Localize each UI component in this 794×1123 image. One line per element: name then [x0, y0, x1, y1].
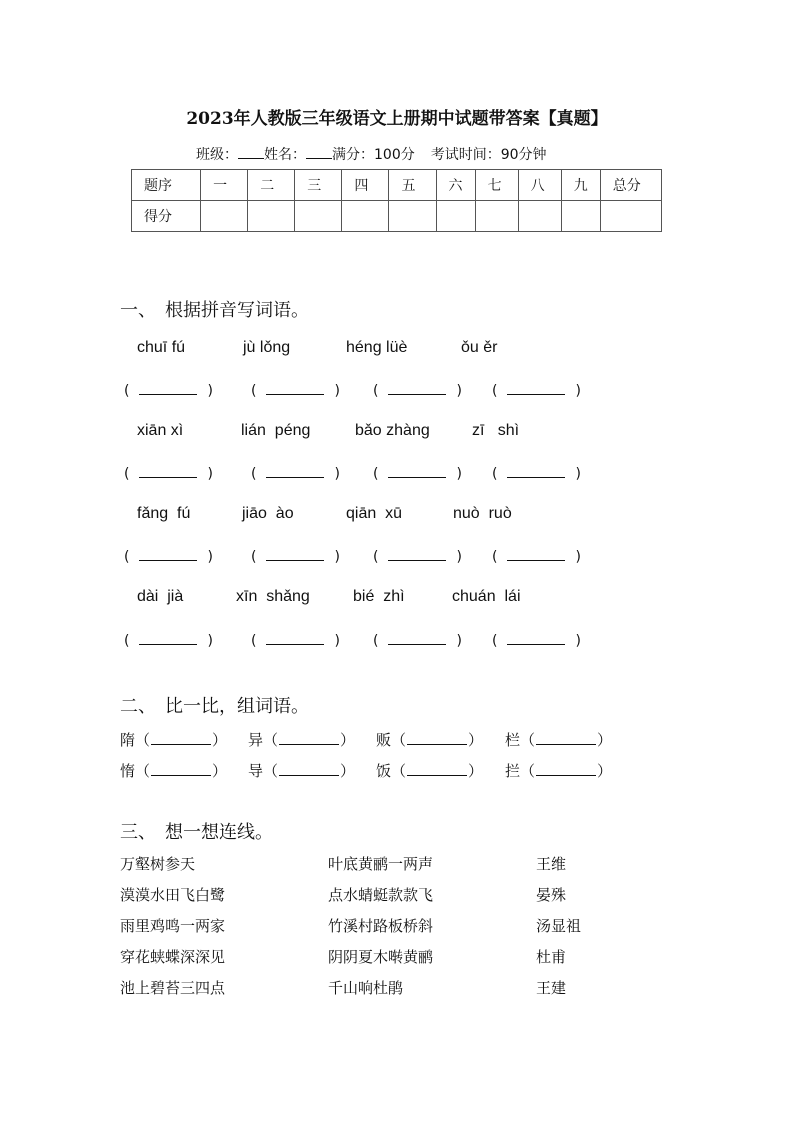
score-header-cell: 题序 — [132, 170, 201, 201]
poem-line[interactable]: 千山响杜鹃 — [328, 979, 404, 997]
answer-blank[interactable]: ( ) — [251, 383, 340, 399]
score-cell[interactable] — [201, 201, 248, 232]
score-header-cell: 五 — [389, 170, 436, 201]
score-header-cell: 二 — [248, 170, 295, 201]
name-blank[interactable] — [306, 146, 332, 159]
poem-line[interactable]: 雨里鸡鸣一两家 — [120, 917, 226, 935]
poet-name[interactable]: 王建 — [536, 979, 567, 997]
answer-blank[interactable]: ( ) — [373, 466, 462, 482]
score-cell[interactable] — [600, 201, 661, 232]
section-3-title: 三、 想一想连线。 — [120, 822, 273, 843]
score-cell[interactable] — [295, 201, 342, 232]
score-table — [131, 169, 662, 232]
score-cell[interactable] — [389, 201, 436, 232]
compare-item[interactable]: 惰（ ） — [120, 762, 228, 780]
pinyin-item: chuán lái — [452, 588, 521, 605]
answer-blank[interactable]: ( ) — [251, 466, 340, 482]
pinyin-item: qiān xū — [346, 505, 403, 522]
answer-blank[interactable]: ( ) — [492, 466, 581, 482]
poet-name[interactable]: 杜甫 — [536, 948, 567, 966]
score-header-cell: 四 — [342, 170, 389, 201]
score-header-cell: 总分 — [600, 170, 661, 201]
compare-item[interactable]: 贩（ ） — [376, 731, 484, 749]
answer-blank[interactable]: ( ) — [251, 633, 340, 649]
poem-line[interactable]: 池上碧苔三四点 — [120, 979, 226, 997]
compare-item[interactable]: 栏（ ） — [505, 731, 613, 749]
pinyin-item: bié zhì — [353, 588, 405, 605]
score-row-label: 得分 — [132, 201, 201, 232]
student-info-line — [196, 144, 547, 164]
score-cell[interactable] — [248, 201, 295, 232]
score-table-header-row — [132, 170, 662, 201]
answer-blank[interactable]: ( ) — [373, 383, 462, 399]
poem-line[interactable]: 穿花蛱蝶深深见 — [120, 948, 226, 966]
score-cell[interactable] — [561, 201, 600, 232]
pinyin-item: xīn shǎng — [236, 588, 310, 605]
pinyin-item: jù lǒng — [243, 339, 291, 356]
pinyin-item: zī shì — [472, 422, 520, 439]
poem-line[interactable]: 漠漠水田飞白鹭 — [120, 886, 226, 904]
answer-blank[interactable]: ( ) — [373, 549, 462, 565]
compare-item[interactable]: 异（ ） — [248, 731, 356, 749]
section-2-title: 二、 比一比，组词语。 — [120, 696, 309, 717]
compare-item[interactable]: 隋（ ） — [120, 731, 228, 749]
score-cell[interactable] — [436, 201, 475, 232]
poem-line[interactable]: 点水蜻蜓款款飞 — [328, 886, 434, 904]
answer-blank[interactable]: ( ) — [124, 633, 213, 649]
poet-name[interactable]: 晏殊 — [536, 886, 567, 904]
pinyin-item: fǎng fú — [137, 505, 191, 522]
class-blank[interactable] — [238, 146, 264, 159]
score-cell[interactable] — [342, 201, 389, 232]
poem-line[interactable]: 叶底黄鹂一两声 — [328, 855, 434, 873]
score-header-cell: 八 — [518, 170, 561, 201]
pinyin-item: jiāo ào — [242, 505, 294, 522]
compare-item[interactable]: 导（ ） — [248, 762, 356, 780]
score-header-cell: 九 — [561, 170, 600, 201]
pinyin-item: héng lüè — [346, 339, 408, 356]
poem-line[interactable]: 竹溪村路板桥斜 — [328, 917, 434, 935]
answer-blank[interactable]: ( ) — [251, 549, 340, 565]
pinyin-item: nuò ruò — [453, 505, 512, 522]
answer-blank[interactable]: ( ) — [492, 383, 581, 399]
name-label: 姓名： — [264, 147, 306, 163]
pinyin-item: ǒu ěr — [461, 339, 498, 356]
answer-blank[interactable]: ( ) — [124, 383, 213, 399]
section-1-title: 一、 根据拼音写词语。 — [120, 300, 309, 321]
pinyin-item: chuī fú — [137, 339, 186, 356]
pinyin-item: lián péng — [241, 422, 311, 439]
score-label: 满分：100分 — [332, 147, 415, 163]
compare-item[interactable]: 饭（ ） — [376, 762, 484, 780]
poem-line[interactable]: 阴阴夏木啭黄鹂 — [328, 948, 434, 966]
page-title: 2023年人教版三年级语文上册期中试题带答案【真题】 — [186, 109, 608, 129]
compare-item[interactable]: 拦（ ） — [505, 762, 613, 780]
answer-blank[interactable]: ( ) — [373, 633, 462, 649]
answer-blank[interactable]: ( ) — [492, 549, 581, 565]
score-table-score-row — [132, 201, 662, 232]
score-header-cell: 七 — [475, 170, 518, 201]
answer-blank[interactable]: ( ) — [492, 633, 581, 649]
score-header-cell: 三 — [295, 170, 342, 201]
score-cell[interactable] — [475, 201, 518, 232]
pinyin-item: xiān xì — [137, 422, 184, 439]
answer-blank[interactable]: ( ) — [124, 549, 213, 565]
poet-name[interactable]: 汤显祖 — [536, 917, 582, 935]
pinyin-item: dài jià — [137, 588, 184, 605]
score-cell[interactable] — [518, 201, 561, 232]
poem-line[interactable]: 万壑树参天 — [120, 855, 196, 873]
poet-name[interactable]: 王维 — [536, 855, 567, 873]
pinyin-item: bǎo zhàng — [355, 422, 430, 439]
score-header-cell: 一 — [201, 170, 248, 201]
class-label: 班级： — [196, 147, 238, 163]
time-label: 考试时间：90分钟 — [430, 147, 547, 163]
score-header-cell: 六 — [436, 170, 475, 201]
answer-blank[interactable]: ( ) — [124, 466, 213, 482]
